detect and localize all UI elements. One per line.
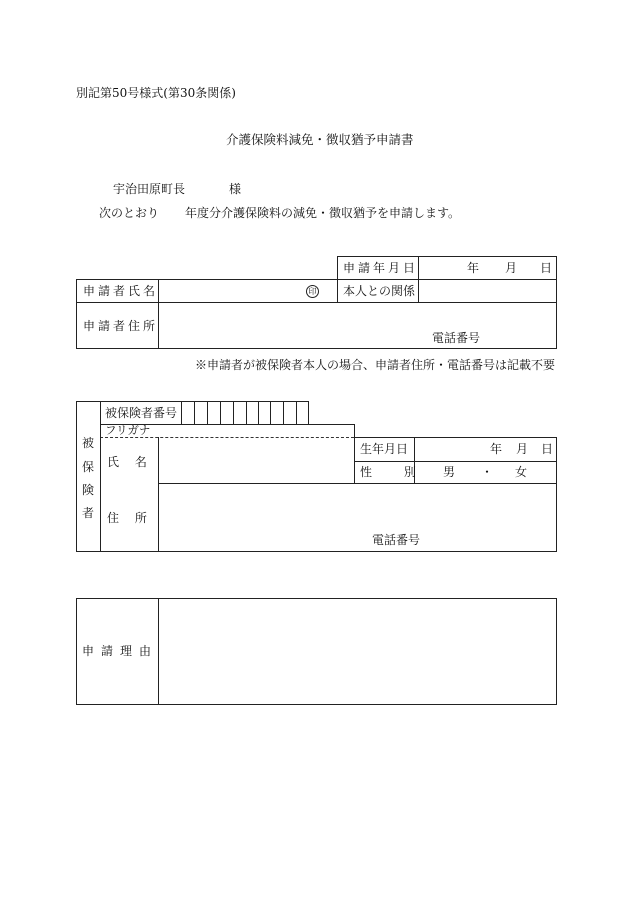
relation-label: 本人との関係 [343,284,416,298]
insured-label-char-3: 険 [82,483,95,497]
insured-address-label: 住 所 [107,511,153,525]
statement-suffix: 年度分介護保険料の減免・徴収猶予を申請します。 [185,206,461,220]
sex-separator: ・ [481,465,494,479]
insured-name-label: 氏 名 [107,455,153,469]
reason-label: 申請理由 [82,644,159,658]
applicant-phone-label: 電話番号 [432,331,481,345]
applicant-name-label: 申請者氏名 [83,284,159,298]
honorific: 様 [229,182,242,196]
birth-year: 年 [490,442,503,456]
applicant-note: ※申請者が被保険者本人の場合、申請者住所・電話番号は記載不要 [195,358,556,372]
sex-male[interactable]: 男 [443,465,456,479]
form-title: 介護保険料減免・徴収猶予申請書 [226,132,414,147]
form-number: 別記第50号様式(第30条関係) [76,86,236,100]
seal-mark: 印 [306,285,319,298]
birth-day: 日 [541,442,554,456]
application-date-year: 年 [467,261,480,275]
insured-phone-label: 電話番号 [372,533,421,547]
furigana-label: フリガナ [105,423,151,437]
insured-label-char-2: 保 [82,460,95,474]
statement-prefix: 次のとおり [99,206,160,220]
application-date-day: 日 [540,261,553,275]
birth-date-label: 生年月日 [360,442,409,456]
insured-label-char-1: 被 [82,436,95,450]
application-date-label: 申請年月日 [343,261,419,275]
addressee: 宇治田原町長 [113,182,186,196]
insured-number-label: 被保険者番号 [105,406,178,420]
insured-label-char-4: 者 [82,506,95,520]
applicant-address-label: 申請者住所 [83,319,159,333]
birth-month: 月 [516,442,529,456]
sex-female[interactable]: 女 [515,465,528,479]
sex-label: 性 別 [360,465,430,479]
application-date-month: 月 [505,261,518,275]
